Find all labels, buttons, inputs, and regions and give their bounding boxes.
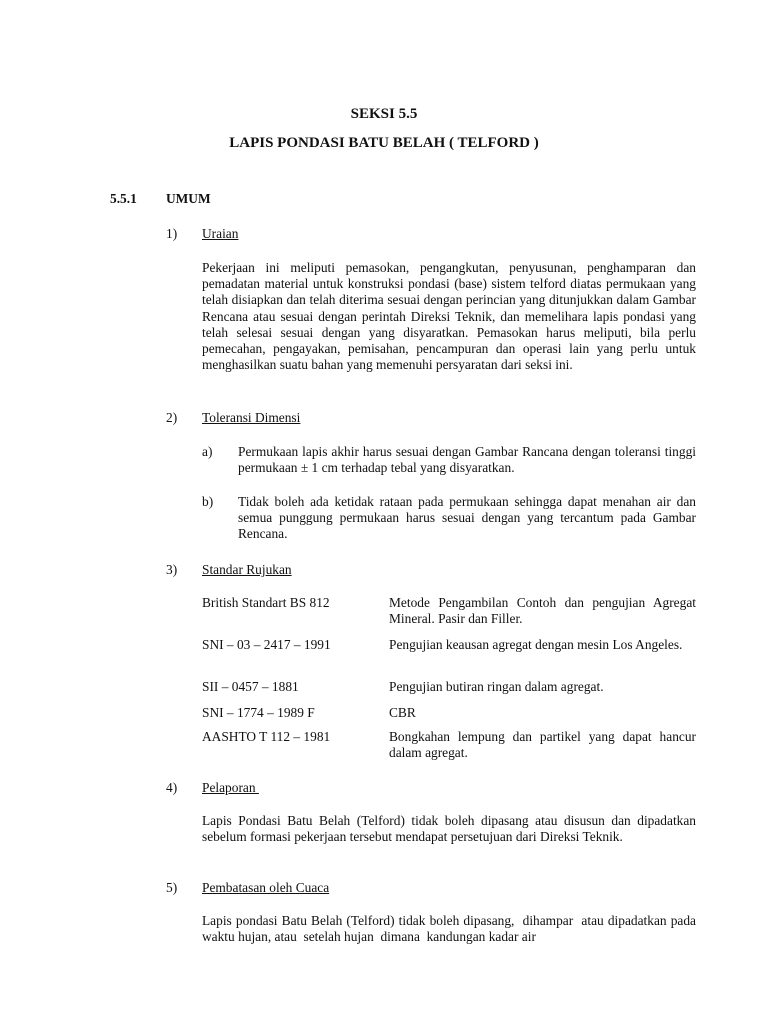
reference-desc: Pengujian keausan agregat dengan mesin Los Angeles. — [389, 637, 683, 652]
subitem-text: Tidak boleh ada ketidak rataan pada permukaan sehingga dapat menahan air dan semua punggung permukaan harus sesuai dengan yang tercantum pada Gambar Rencana. — [238, 494, 696, 542]
item-number: 1) — [166, 226, 178, 241]
section-title: LAPIS PONDASI BATU BELAH ( TELFORD ) — [229, 135, 539, 151]
reference-code: SNI – 1774 – 1989 F — [202, 705, 315, 720]
reference-desc: Metode Pengambilan Contoh dan pengujian Agregat Mineral. Pasir dan Filler. — [389, 595, 696, 627]
reference-desc: Bongkahan lempung dan partikel yang dapat hancur dalam agregat. — [389, 729, 696, 761]
reference-row — [0, 679, 768, 696]
item-number: 2) — [166, 410, 178, 425]
item-heading-toleransi: Toleransi Dimensi — [202, 410, 301, 425]
subitem-label: b) — [202, 494, 214, 509]
reference-desc: Pengujian butiran ringan dalam agregat. — [389, 679, 604, 694]
item-heading-pelaporan: Pelaporan — [202, 780, 259, 795]
reference-code: AASHTO T 112 – 1981 — [202, 729, 331, 744]
reference-row — [0, 729, 768, 763]
subsection-title: UMUM — [166, 191, 211, 206]
subsection-number: 5.5.1 — [110, 191, 137, 206]
item-heading-uraian: Uraian — [202, 226, 239, 241]
paragraph-pelaporan: Lapis Pondasi Batu Belah (Telford) tidak boleh dipasang atau disusun dan dipadatkan sebelum formasi pekerjaan tersebut mendapat persetujuan dari Direksi Teknik. — [202, 813, 696, 845]
reference-row — [0, 637, 768, 671]
item-heading-standar: Standar Rujukan — [202, 562, 292, 577]
subitem-label: a) — [202, 444, 213, 459]
reference-desc: CBR — [389, 705, 416, 720]
item-number: 4) — [166, 780, 178, 795]
paragraph-uraian: Pekerjaan ini meliputi pemasokan, pengangkutan, penyusunan, penghamparan dan pemadatan material untuk konstruksi pondasi (base) sistem telford diatas permukaan yang telah disiapkan dan telah diterima sesuai dengan perincian yang ditunjukkan dalam Gambar Rencana atau sesuai dengan perintah Direksi Teknik, dan memelihara lapis pondasi yang telah selesai sesuai dengan yang disyaratkan. Pemasokan harus meliputi, bila perlu pemecahan, pengayakan, pemisahan, pencampuran dan operasi lain yang perlu untuk menghasilkan suatu bahan yang memenuhi persyaratan dari seksi ini. — [202, 260, 696, 373]
item-number: 5) — [166, 880, 178, 895]
paragraph-cuaca: Lapis pondasi Batu Belah (Telford) tidak boleh dipasang, dihampar atau dipadatkan pada waktu hujan, atau setelah hujan dimana kandungan kadar air — [202, 913, 700, 945]
reference-row — [0, 595, 768, 629]
reference-code: SII – 0457 – 1881 — [202, 679, 299, 694]
reference-row — [0, 705, 768, 722]
subitem-text: Permukaan lapis akhir harus sesuai dengan Gambar Rancana dengan toleransi tinggi permukaan ± 1 cm terhadap tebal yang disyaratkan. — [238, 444, 696, 476]
section-number: SEKSI 5.5 — [350, 106, 418, 122]
reference-code: British Standart BS 812 — [202, 595, 330, 610]
item-number: 3) — [166, 562, 178, 577]
item-heading-cuaca: Pembatasan oleh Cuaca — [202, 880, 330, 895]
reference-code: SNI – 03 – 2417 – 1991 — [202, 637, 331, 652]
